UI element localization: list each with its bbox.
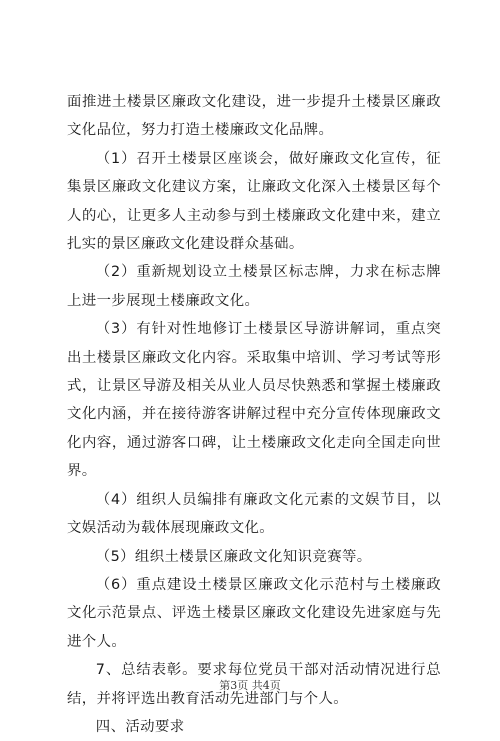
paragraph-item-6: （6）重点建设土楼景区廉政文化示范村与土楼廉政文化示范景点、评选土楼景区廉政文化建设先进家庭与先进个人。: [67, 576, 441, 650]
page-footer: 第3页 共4页: [219, 679, 281, 692]
paragraph-summary: 7、总结表彰。要求每位党员干部对活动情况进行总结，并将评选出教育活动先进部门与个人。: [67, 662, 441, 707]
paragraph-item-2: （2）重新规划设立土楼景区标志牌，力求在标志牌上进一步展现土楼廉政文化。: [67, 264, 441, 309]
paragraph-item-4: （4）组织人员编排有廉政文化元素的文娱节目，以文娱活动为载体展现廉政文化。: [67, 491, 441, 537]
paragraph-item-1: （1）召开土楼景区座谈会，做好廉政文化宣传，征集景区廉政文化建议方案，让廉政文化深入土楼景区每个人的心，让更多人主动参与到土楼廉政文化建中来，建立扎实的景区廉政文化建设群众基础。: [67, 150, 441, 253]
paragraph-item-3: （3）有针对性地修订土楼景区导游讲解词，重点突出土楼景区廉政文化内容。采取集中培训、学习考试等形式，让景区导游及相关从业人员尽快熟悉和掌握土楼廉政文化内涵，并在接待游客讲解过程中充分宣传体现廉政文化内容，通过游客口碑，让土楼廉政文化走向全国走向世界。: [67, 321, 441, 480]
paragraph-item-5: （5）组织土楼景区廉政文化知识竞赛等。: [95, 548, 372, 565]
document-body: [67, 88, 441, 741]
section-heading: 四、活动要求: [95, 718, 185, 735]
paragraph-continuation: 面推进土楼景区廉政文化建设，进一步提升土楼景区廉政文化品位，努力打造土楼廉政文化品牌。: [67, 94, 441, 139]
